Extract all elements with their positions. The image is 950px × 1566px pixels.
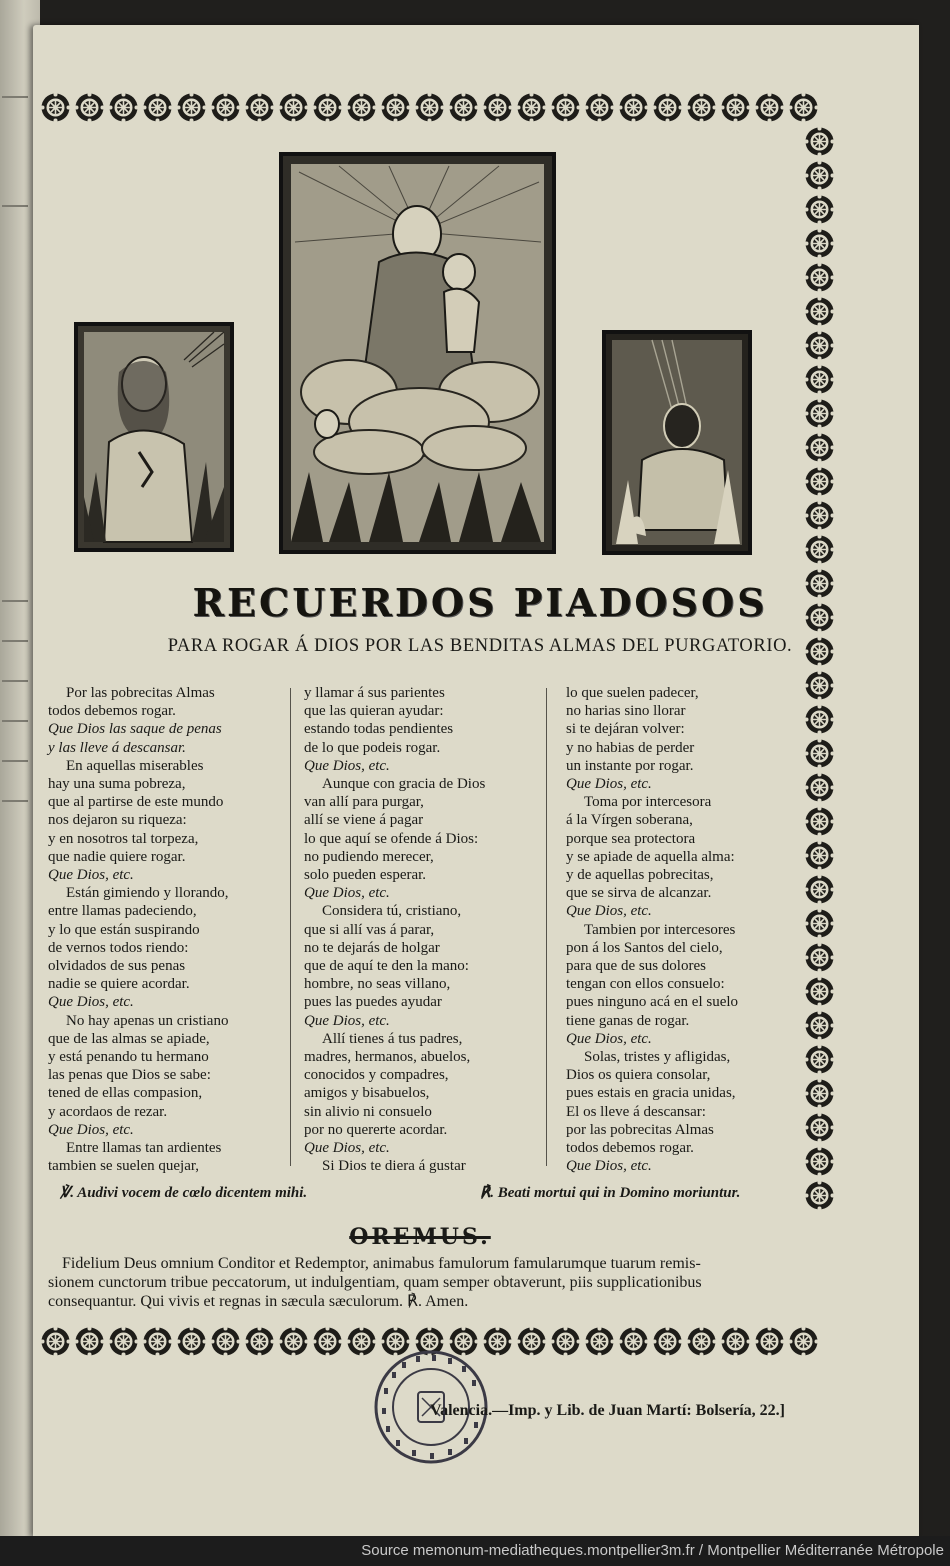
poem-line: para que de sus dolores	[566, 958, 706, 975]
rosette-ornament-icon	[788, 1326, 819, 1357]
rosette-ornament-icon	[804, 364, 835, 395]
poem-refrain: Que Dios, etc.	[304, 1140, 390, 1157]
source-credit: Source memonum-mediatheques.montpellier3m.fr / Montpellier Méditerranée Métropole	[0, 1536, 950, 1566]
poem-column-2	[304, 684, 485, 1175]
poem-line: lo que suelen padecer,	[566, 685, 699, 701]
rosette-ornament-icon	[804, 330, 835, 361]
rosette-ornament-icon	[804, 704, 835, 735]
poem-refrain: y las lleve á descansar.	[48, 739, 186, 756]
rosette-ornament-icon	[804, 432, 835, 463]
rosette-ornament-icon	[804, 670, 835, 701]
rosette-ornament-icon	[804, 398, 835, 429]
poem-line: que las quieran ayudar:	[304, 703, 444, 720]
poem-refrain: Que Dios, etc.	[48, 994, 134, 1011]
rosette-ornament-icon	[312, 1326, 343, 1357]
poem-line: todos debemos rogar.	[566, 1140, 694, 1157]
rosette-ornament-icon	[754, 92, 785, 123]
rosette-ornament-icon	[804, 1044, 835, 1075]
rosette-ornament-icon	[584, 92, 615, 123]
broadside-subtitle: PARA ROGAR Á DIOS POR LAS BENDITAS ALMAS DEL PURGATORIO.	[167, 636, 793, 656]
oremus-heading: OREMUS.	[349, 1224, 491, 1250]
poem-line: porque sea protectora	[566, 830, 696, 847]
prayer-line: Fidelium Deus omnium Conditor et Redemptor, animabus famulorum famularumque tuarum remis-	[62, 1255, 701, 1272]
soul-in-flames-left-woodcut	[74, 322, 234, 552]
rosette-ornament-icon	[516, 1326, 547, 1357]
rosette-ornament-icon	[414, 92, 445, 123]
prayer-line: sionem cunctorum tribue peccatorum, ut indulgentiam, quam semper obtaverunt, piis supplicationibus	[48, 1274, 702, 1291]
poem-line: Entre llamas tan ardientes	[66, 1140, 222, 1157]
poem-line: Solas, tristes y afligidas,	[584, 1049, 731, 1066]
rosette-ornament-icon	[804, 1010, 835, 1041]
rosette-ornament-icon	[720, 1326, 751, 1357]
rosette-ornament-icon	[804, 908, 835, 939]
poem-line: Tambien por intercesores	[584, 921, 736, 938]
rosette-ornament-icon	[210, 1326, 241, 1357]
rosette-ornament-icon	[482, 92, 513, 123]
poem-line: pues las puedes ayudar	[304, 994, 442, 1011]
virgin-and-child-woodcut	[279, 152, 556, 554]
poem-line: solo pueden esperar.	[304, 867, 427, 884]
rosette-ornament-icon	[804, 194, 835, 225]
rosette-ornament-icon	[804, 772, 835, 803]
poem-line: y llamar á sus parientes	[304, 685, 445, 701]
poem-line: y lo que están suspirando	[48, 921, 200, 938]
poem-line: que al partirse de este mundo	[48, 794, 224, 811]
poem-line: van allí para purgar,	[304, 794, 424, 811]
rosette-ornament-icon	[210, 92, 241, 123]
rosette-ornament-icon	[40, 1326, 71, 1357]
poem-line: y no habias de perder	[566, 739, 695, 756]
poem-line: y de aquellas pobrecitas,	[566, 867, 714, 884]
poem-line: por las pobrecitas Almas	[566, 1121, 714, 1138]
rosette-ornament-icon	[804, 126, 835, 157]
rosette-ornament-icon	[176, 92, 207, 123]
poem-line: No hay apenas un cristiano	[66, 1012, 229, 1029]
poem-line: hay una suma pobreza,	[48, 776, 186, 793]
poem-line: En aquellas miserables	[66, 757, 204, 774]
column-divider-1	[290, 688, 291, 1166]
poem-line: lo que aquí se ofende á Dios:	[304, 830, 479, 847]
poem-line: nadie se quiere acordar.	[48, 976, 190, 993]
poem-line: y se apiade de aquella alma:	[566, 848, 735, 865]
rosette-ornament-icon	[142, 1326, 173, 1357]
soul-in-flames-right-woodcut	[602, 330, 752, 555]
rosette-ornament-icon	[176, 1326, 207, 1357]
rosette-ornament-icon	[804, 942, 835, 973]
response-line: ℟. Beati mortui qui in Domino moriuntur.	[480, 1185, 741, 1201]
rosette-ornament-icon	[804, 500, 835, 531]
rosette-ornament-icon	[804, 874, 835, 905]
poem-line: madres, hermanos, abuelos,	[304, 1049, 471, 1066]
rosette-ornament-icon	[754, 1326, 785, 1357]
poem-line: que de aquí te den la mano:	[304, 958, 469, 975]
poem-line: pues estais en gracia unidas,	[566, 1085, 736, 1102]
poem-refrain: Que Dios, etc.	[566, 903, 652, 920]
rosette-ornament-icon	[804, 738, 835, 769]
rosette-ornament-icon	[804, 840, 835, 871]
poem-line: que nadie quiere rogar.	[48, 848, 186, 865]
poem-line: nos dejaron su riqueza:	[48, 812, 187, 829]
poem-line: no te dejarás de holgar	[304, 939, 440, 956]
poem-line: tiene ganas de rogar.	[566, 1012, 690, 1029]
poem-line: sin alivio ni consuelo	[304, 1103, 432, 1120]
rosette-ornament-icon	[108, 1326, 139, 1357]
rosette-ornament-icon	[40, 92, 71, 123]
poem-line: estando todas pendientes	[304, 721, 454, 738]
prayer-line: consequantur. Qui vivis et regnas in sæcula sæculorum. ℟. Amen.	[48, 1293, 469, 1310]
poem-line: Están gimiendo y llorando,	[66, 885, 229, 902]
poem-refrain: Que Dios, etc.	[566, 1030, 652, 1047]
poem-line: que si allí vas á parar,	[304, 921, 435, 938]
poem-line: no harias sino llorar	[566, 703, 686, 720]
poem-refrain: Que Dios, etc.	[304, 757, 390, 774]
poem-line: Por las pobrecitas Almas	[66, 685, 215, 701]
poem-line: Considera tú, cristiano,	[322, 903, 462, 920]
rosette-ornament-icon	[74, 92, 105, 123]
ornament-border-top	[40, 92, 819, 126]
poem-line: y en nosotros tal torpeza,	[48, 830, 199, 847]
rosette-ornament-icon	[550, 1326, 581, 1357]
rosette-ornament-icon	[804, 1112, 835, 1143]
poem-line: á la Vírgen soberana,	[566, 812, 693, 829]
poem-column-3	[566, 684, 738, 1175]
poem-line: olvidados de sus penas	[48, 958, 186, 975]
poem-line: las penas que Dios se sabe:	[48, 1067, 211, 1084]
rosette-ornament-icon	[804, 806, 835, 837]
poem-refrain: Que Dios, etc.	[566, 776, 652, 793]
rosette-ornament-icon	[584, 1326, 615, 1357]
poem-line: allí se viene á pagar	[304, 812, 424, 829]
rosette-ornament-icon	[448, 92, 479, 123]
poem-line: y acordaos de rezar.	[48, 1103, 168, 1120]
poem-line: Dios os quiera consolar,	[566, 1067, 711, 1084]
rosette-ornament-icon	[346, 92, 377, 123]
rosette-ornament-icon	[720, 92, 751, 123]
rosette-ornament-icon	[278, 92, 309, 123]
rosette-ornament-icon	[804, 1146, 835, 1177]
broadside-title: RECUERDOS PIADOSOS	[192, 580, 768, 625]
poem-line: si te dejáran volver:	[566, 721, 685, 738]
poem-line: tambien se suelen quejar,	[48, 1158, 200, 1175]
rosette-ornament-icon	[686, 1326, 717, 1357]
rosette-ornament-icon	[804, 160, 835, 191]
poem-line: tened de ellas compasion,	[48, 1085, 203, 1102]
poem-refrain: Que Dios, etc.	[304, 1012, 390, 1029]
poem-refrain: Que Dios las saque de penas	[48, 721, 222, 738]
poem-refrain: Que Dios, etc.	[304, 885, 390, 902]
rosette-ornament-icon	[804, 1180, 835, 1211]
poem-line: pues ninguno acá en el suelo	[566, 994, 739, 1011]
poem-refrain: Que Dios, etc.	[48, 867, 134, 884]
poem-line: Allí tienes á tus padres,	[322, 1030, 463, 1047]
rosette-ornament-icon	[804, 976, 835, 1007]
collect-prayer	[48, 1254, 788, 1311]
poem-line: no pudiendo merecer,	[304, 848, 434, 865]
rosette-ornament-icon	[686, 92, 717, 123]
poem-line: amigos y bisabuelos,	[304, 1085, 430, 1102]
poem-line: que de las almas se apiade,	[48, 1030, 210, 1047]
rosette-ornament-icon	[142, 92, 173, 123]
rosette-ornament-icon	[108, 92, 139, 123]
poem-line: que se sirva de alcanzar.	[566, 885, 712, 902]
poem-column-1	[48, 684, 228, 1175]
poem-line: y está penando tu hermano	[48, 1049, 209, 1066]
poem-line: de vernos todos riendo:	[48, 939, 189, 956]
rosette-ornament-icon	[312, 92, 343, 123]
poem-line: de lo que podeis rogar.	[304, 739, 441, 756]
column-divider-2	[546, 688, 547, 1166]
poem-line: tengan con ellos consuelo:	[566, 976, 725, 993]
poem-refrain: Que Dios, etc.	[48, 1121, 134, 1138]
rosette-ornament-icon	[618, 92, 649, 123]
poem-line: Aunque con gracia de Dios	[322, 776, 486, 793]
poem-line: hombre, no seas villano,	[304, 976, 451, 993]
poem-line: Toma por intercesora	[584, 794, 712, 811]
rosette-ornament-icon	[804, 466, 835, 497]
poem-line: todos debemos rogar.	[48, 703, 176, 720]
poem-line: El os lleve á descansar:	[566, 1103, 706, 1120]
rosette-ornament-icon	[804, 296, 835, 327]
poem-line: Si Dios te diera á gustar	[322, 1158, 466, 1175]
rosette-ornament-icon	[516, 92, 547, 123]
rosette-ornament-icon	[550, 92, 581, 123]
rosette-ornament-icon	[278, 1326, 309, 1357]
poem-refrain: Que Dios, etc.	[566, 1158, 652, 1175]
rosette-ornament-icon	[618, 1326, 649, 1357]
rosette-ornament-icon	[244, 1326, 275, 1357]
rosette-ornament-icon	[804, 262, 835, 293]
printer-imprint: Valencia.—Imp. y Lib. de Juan Martí: Bolsería, 22.]	[430, 1402, 785, 1419]
versicle-line: ℣. Audivi vocem de cœlo dicentem mihi.	[60, 1185, 308, 1201]
rosette-ornament-icon	[652, 1326, 683, 1357]
poem-line: conocidos y compadres,	[304, 1067, 449, 1084]
rosette-ornament-icon	[380, 92, 411, 123]
rosette-ornament-icon	[244, 92, 275, 123]
rosette-ornament-icon	[804, 1078, 835, 1109]
poem-line: entre llamas padeciendo,	[48, 903, 197, 920]
poem-line: por no quererte acordar.	[304, 1121, 448, 1138]
poem-line: un instante por rogar.	[566, 757, 694, 774]
rosette-ornament-icon	[804, 228, 835, 259]
ornament-border-right	[804, 126, 838, 1211]
rosette-ornament-icon	[74, 1326, 105, 1357]
rosette-ornament-icon	[652, 92, 683, 123]
rosette-ornament-icon	[788, 92, 819, 123]
poem-line: pon á los Santos del cielo,	[566, 939, 723, 956]
rosette-ornament-icon	[804, 534, 835, 565]
